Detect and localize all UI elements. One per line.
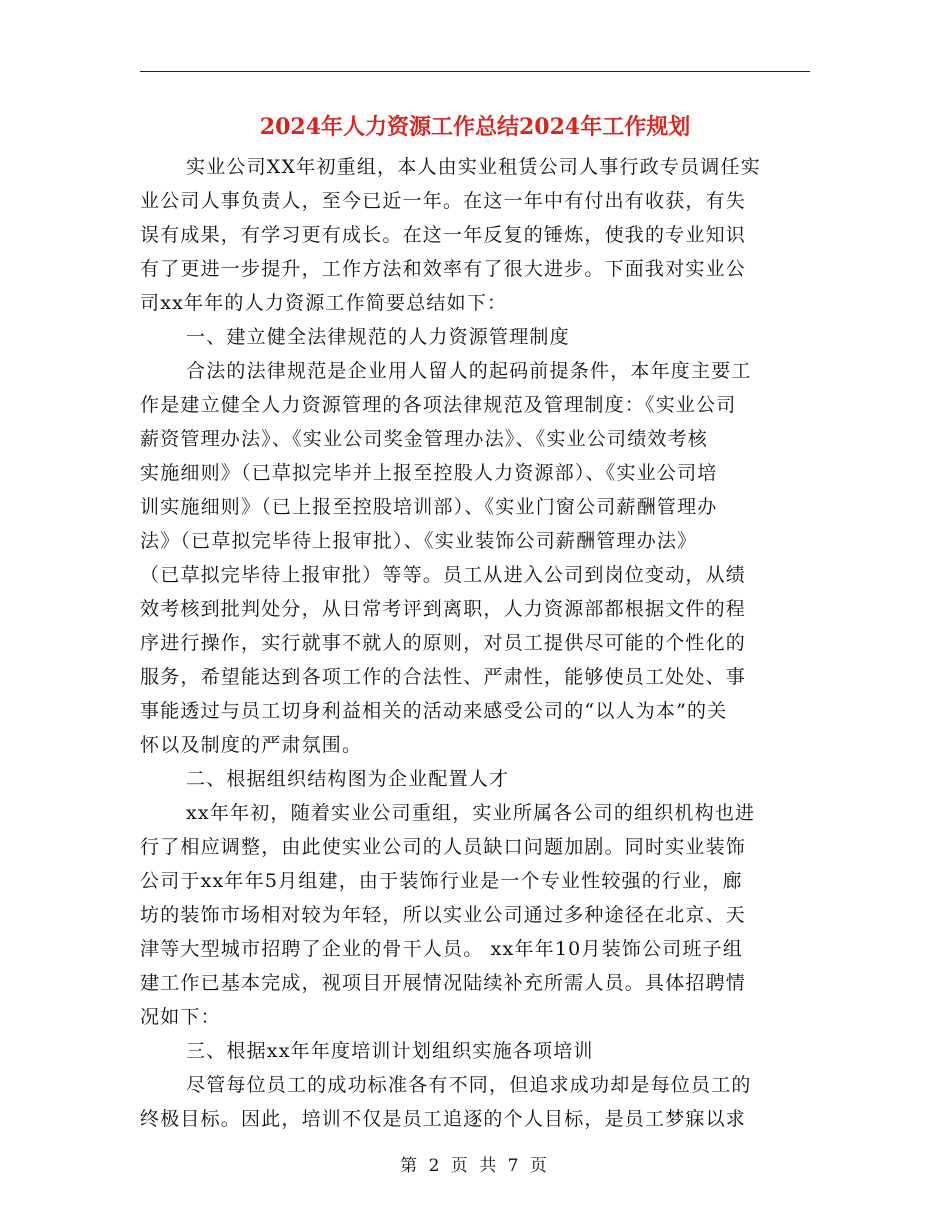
text-line: 有了更进一步提升，工作方法和效率有了很大进步。下面我对实业公 (140, 258, 747, 280)
text-line: 效考核到批判处分，从日常考评到离职，人力资源部都根据文件的程 (140, 598, 747, 620)
text-line: 实业公司XX年初重组，本人由实业租赁公司人事行政专员调任实 (186, 156, 761, 178)
header-rule (140, 71, 810, 72)
section-heading: 三、根据xx年年度培训计划组织实施各项培训 (186, 1040, 594, 1062)
text-line: 合法的法律规范是企业用人留人的起码前提条件，本年度主要工 (186, 360, 752, 382)
text-line: 况如下： (140, 1006, 221, 1028)
document-body (140, 150, 810, 1136)
text-line: 司xx年年的人力资源工作简要总结如下： (140, 292, 508, 314)
text-line: 实施细则》（已草拟完毕并上报至控股人力资源部）、《实业公司培 (140, 462, 718, 484)
text-line: xx年年初，随着实业公司重组，实业所属各公司的组织机构也进 (186, 802, 756, 824)
document-title: 2024年人力资源工作总结2024年工作规划 (259, 114, 691, 140)
section-heading: 二、根据组织结构图为企业配置人才 (186, 768, 510, 790)
text-line: 建工作已基本完成，视项目开展情况陆续补充所需人员。具体招聘情 (140, 972, 747, 994)
text-line: （已草拟完毕待上报审批）等等。员工从进入公司到岗位变动，从绩 (140, 564, 747, 586)
text-line: 服务，希望能达到各项工作的合法性、严肃性，能够使员工处处、事 (140, 666, 747, 688)
text-line: 事能透过与员工切身利益相关的活动来感受公司的“以人为本”的关 (140, 700, 728, 722)
text-line: 津等大型城市招聘了企业的骨干人员。 xx年年10月装饰公司班子组 (140, 938, 744, 960)
text-line: 作是建立健全人力资源管理的各项法律规范及管理制度：《实业公司 (140, 394, 737, 416)
text-line: 序进行操作，实行就事不就人的原则，对员工提供尽可能的个性化的 (140, 632, 747, 654)
text-line: 误有成果，有学习更有成长。在这一年反复的锤炼，使我的专业知识 (140, 224, 747, 246)
text-line: 薪资管理办法》、《实业公司奖金管理办法》、《实业公司绩效考核 (140, 428, 709, 450)
text-line: 尽管每位员工的成功标准各有不同，但追求成功却是每位员工的 (186, 1074, 752, 1096)
page-number: 第 2 页 共 7 页 (400, 1156, 550, 1176)
text-line: 公司于xx年年5月组建，由于装饰行业是一个专业性较强的行业，廊 (140, 870, 743, 892)
text-line: 训实施细则》（已上报至控股培训部）、《实业门窗公司薪酬管理办 (140, 496, 718, 518)
section-heading: 一、建立健全法律规范的人力资源管理制度 (186, 326, 570, 348)
text-line: 业公司人事负责人，至今已近一年。在这一年中有付出有收获，有失 (140, 190, 747, 212)
text-line: 怀以及制度的严肃氛围。 (140, 734, 363, 756)
text-line: 行了相应调整，由此使实业公司的人员缺口问题加剧。同时实业装饰 (140, 836, 747, 858)
text-line: 终极目标。因此，培训不仅是员工追逐的个人目标，是员工梦寐以求 (140, 1108, 747, 1130)
text-line: 法》（已草拟完毕待上报审批）、《实业装饰公司薪酬管理办法》 (140, 530, 698, 552)
text-line: 坊的装饰市场相对较为年轻，所以实业公司通过多种途径在北京、天 (140, 904, 747, 926)
